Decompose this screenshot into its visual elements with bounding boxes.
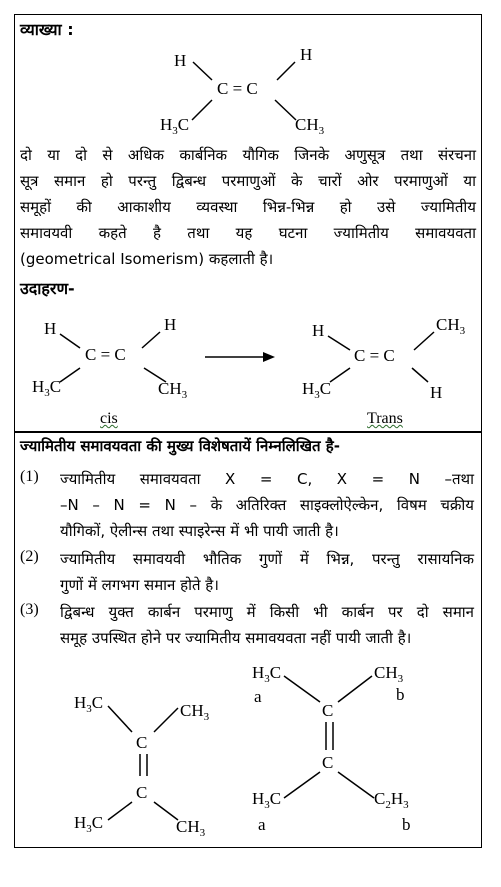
- section-heading-explanation: व्याख्या :: [20, 20, 74, 39]
- top-right-ch3: $CH_3$: [295, 115, 325, 137]
- point-3-number: (3): [20, 601, 39, 618]
- cis-label: cis: [100, 410, 118, 427]
- svg-text:CH3: $CH_3$: [374, 663, 404, 685]
- example-heading: उदाहरण-: [20, 279, 75, 298]
- bottom-left-molecule-diagram: [70, 690, 240, 840]
- top-center-bond: C = C: [217, 79, 258, 98]
- point-1-text: ज्यामितीय समावयवता X = C, X = N –तथा –N – N = N – के अतिरिक्त साइक्लोऐल्केन, विषम चक्रीय यौगिकों, ऐलीन्स तथा स्पाइरेन्स में भी पायी जाती है।: [60, 470, 474, 540]
- svg-text:H: H: [430, 383, 443, 402]
- svg-text:C: C: [322, 753, 334, 772]
- svg-text:a: a: [258, 815, 266, 834]
- svg-text:H3C: $H_3C$: [302, 379, 332, 401]
- svg-text:H3C: $H_3C$: [32, 377, 62, 399]
- svg-text:C = C: C = C: [85, 345, 126, 364]
- svg-text:a: a: [254, 687, 262, 706]
- point-1-number: (1): [20, 468, 39, 485]
- reaction-arrow: [205, 350, 275, 364]
- features-heading: ज्यामितीय समावयवता की मुख्य विशेषतायें निम्नलिखित है-: [20, 437, 340, 455]
- top-molecule-diagram: [160, 40, 360, 140]
- svg-text:C: C: [322, 701, 334, 720]
- trans-molecule-diagram: [300, 310, 480, 405]
- point-3-text: द्विबन्ध युक्त कार्बन परमाणु में किसी भी कार्बन पर दो समान समूह उपस्थित होने पर ज्यामितीय समावयवता नहीं पायी जाती है।: [60, 603, 474, 647]
- svg-text:H3C: $H_3C$: [252, 663, 282, 685]
- svg-text:H: H: [164, 315, 177, 334]
- top-left-ch3: $H_3C$: [160, 115, 190, 137]
- top-right-h: H: [300, 45, 313, 64]
- trans-label: Trans: [367, 410, 403, 427]
- svg-text:b: b: [396, 685, 405, 704]
- svg-text:b: b: [402, 815, 411, 834]
- svg-text:H3C: $H_3C$: [252, 789, 282, 811]
- svg-text:C2H3: $C_2H_3$: [374, 789, 409, 811]
- svg-text:C = C: C = C: [354, 346, 395, 365]
- cis-molecule-diagram: [30, 310, 200, 400]
- bottom-right-molecule-diagram: [250, 658, 480, 838]
- svg-text:CH3: $CH_3$: [176, 817, 206, 839]
- top-left-h: H: [174, 51, 187, 70]
- svg-text:CH3: $CH_3$: [436, 315, 466, 337]
- point-2-text: ज्यामितीय समावयवी भौतिक गुणों में भिन्न, परन्तु रासायनिक गुणों में लगभग समान होते है।: [60, 550, 474, 594]
- svg-text:CH3: $CH_3$: [158, 379, 188, 401]
- svg-text:H: H: [44, 319, 57, 338]
- svg-text:H3C: $H_3C$: [74, 693, 104, 715]
- point-2-number: (2): [20, 548, 39, 565]
- svg-text:C: C: [136, 733, 148, 752]
- svg-text:CH3: $CH_3$: [180, 701, 210, 723]
- svg-text:C: C: [136, 783, 148, 802]
- svg-text:H: H: [312, 321, 325, 340]
- svg-text:H3C: $H_3C$: [74, 813, 104, 835]
- explanation-paragraph: दो या दो से अधिक कार्बनिक यौगिक जिनके अणुसूत्र तथा संरचना सूत्र समान हो परन्तु द्विबन्ध परमाणुओं के चारों ओर परमाणुओं या समूहों की आकाशीय व्यवस्था भिन्न-भिन्न हो उसे ज्यामितीय समावयवी कहते है तथा यह घटना ज्यामितीय समावयवता (geometrical Isomerism) कहलाती है।: [20, 146, 476, 268]
